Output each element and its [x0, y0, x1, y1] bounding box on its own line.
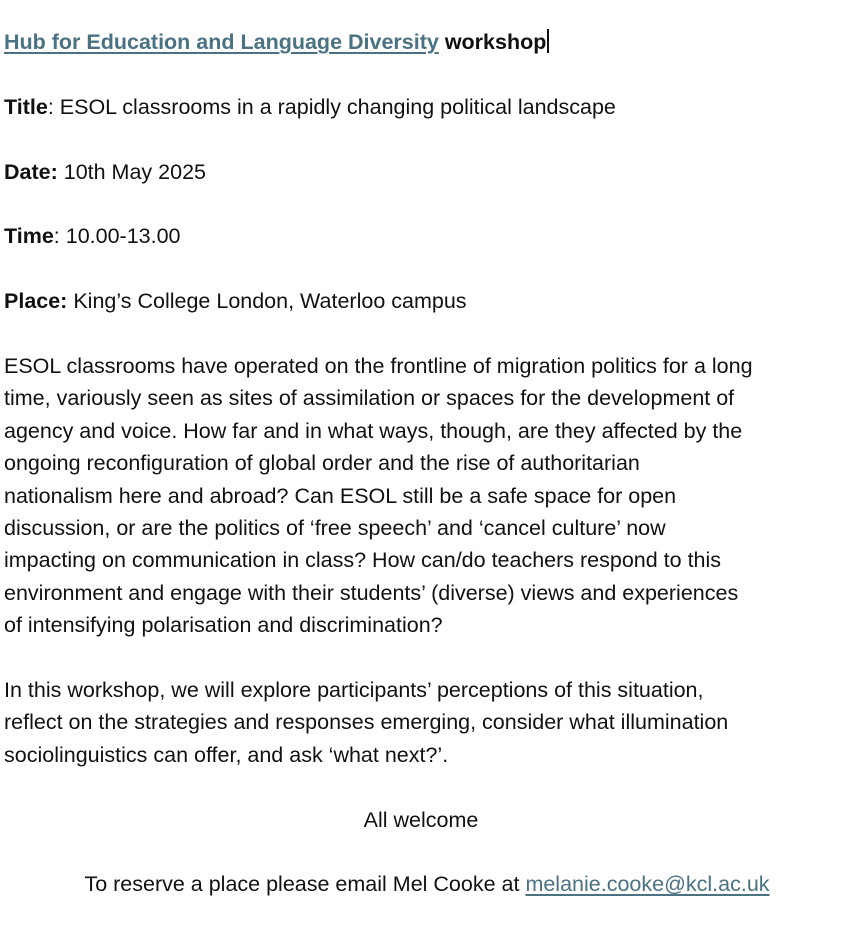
reservation-text: To reserve a place please email Mel Cooke at: [84, 872, 526, 897]
date-line: [4, 156, 854, 188]
date-value: 10th May 2025: [57, 159, 206, 184]
document-body: [4, 26, 854, 933]
description-line: environment and engage with their students’ (diverse) views and experiences: [4, 580, 739, 605]
description-paragraph-1: [4, 350, 854, 642]
title-line: [4, 91, 854, 123]
place-value: King’s College London, Waterloo campus: [67, 289, 467, 314]
time-line: [4, 220, 854, 252]
description-line: ESOL classrooms have operated on the frontline of migration politics for a long: [4, 353, 753, 378]
description-line: impacting on communication in class? How can/do teachers respond to this: [4, 548, 722, 573]
description-line: discussion, or are the politics of ‘free speech’ and ‘cancel culture’ now: [4, 516, 666, 541]
all-welcome-text: All welcome: [363, 807, 479, 832]
workshop-word: workshop: [444, 30, 547, 54]
description-line: nationalism here and abroad? Can ESOL still be a safe space for open: [4, 483, 677, 508]
place-line: [4, 285, 854, 317]
place-label: Place:: [4, 289, 68, 314]
title-value: : ESOL classrooms in a rapidly changing political landscape: [47, 94, 616, 119]
time-label: Time: [4, 224, 54, 249]
time-value: : 10.00-13.00: [53, 224, 181, 249]
description-line: ongoing reconfiguration of global order and the rise of authoritarian: [4, 451, 640, 476]
description-line: time, variously seen as sites of assimilation or spaces for the development of: [4, 386, 735, 411]
description-line: agency and voice. How far and in what ways, though, are they affected by the: [4, 418, 743, 443]
description-line: In this workshop, we will explore participants’ perceptions of this situation,: [4, 678, 704, 703]
email-link[interactable]: melanie.cooke@kcl.ac.uk: [525, 872, 770, 897]
description-line: reflect on the strategies and responses emerging, consider what illumination: [4, 710, 729, 735]
reservation-line: [4, 868, 854, 900]
description-paragraph-2: [4, 674, 854, 771]
description-line: of intensifying polarisation and discrimination?: [4, 613, 443, 638]
all-welcome: [4, 804, 854, 836]
description-line: sociolinguistics can offer, and ask ‘what next?’.: [4, 742, 449, 767]
title-label: Title: [4, 94, 48, 119]
hub-link[interactable]: Hub for Education and Language Diversity: [4, 30, 439, 54]
workshop-heading: [4, 26, 854, 58]
text-cursor: [547, 29, 549, 53]
date-label: Date:: [4, 159, 58, 184]
